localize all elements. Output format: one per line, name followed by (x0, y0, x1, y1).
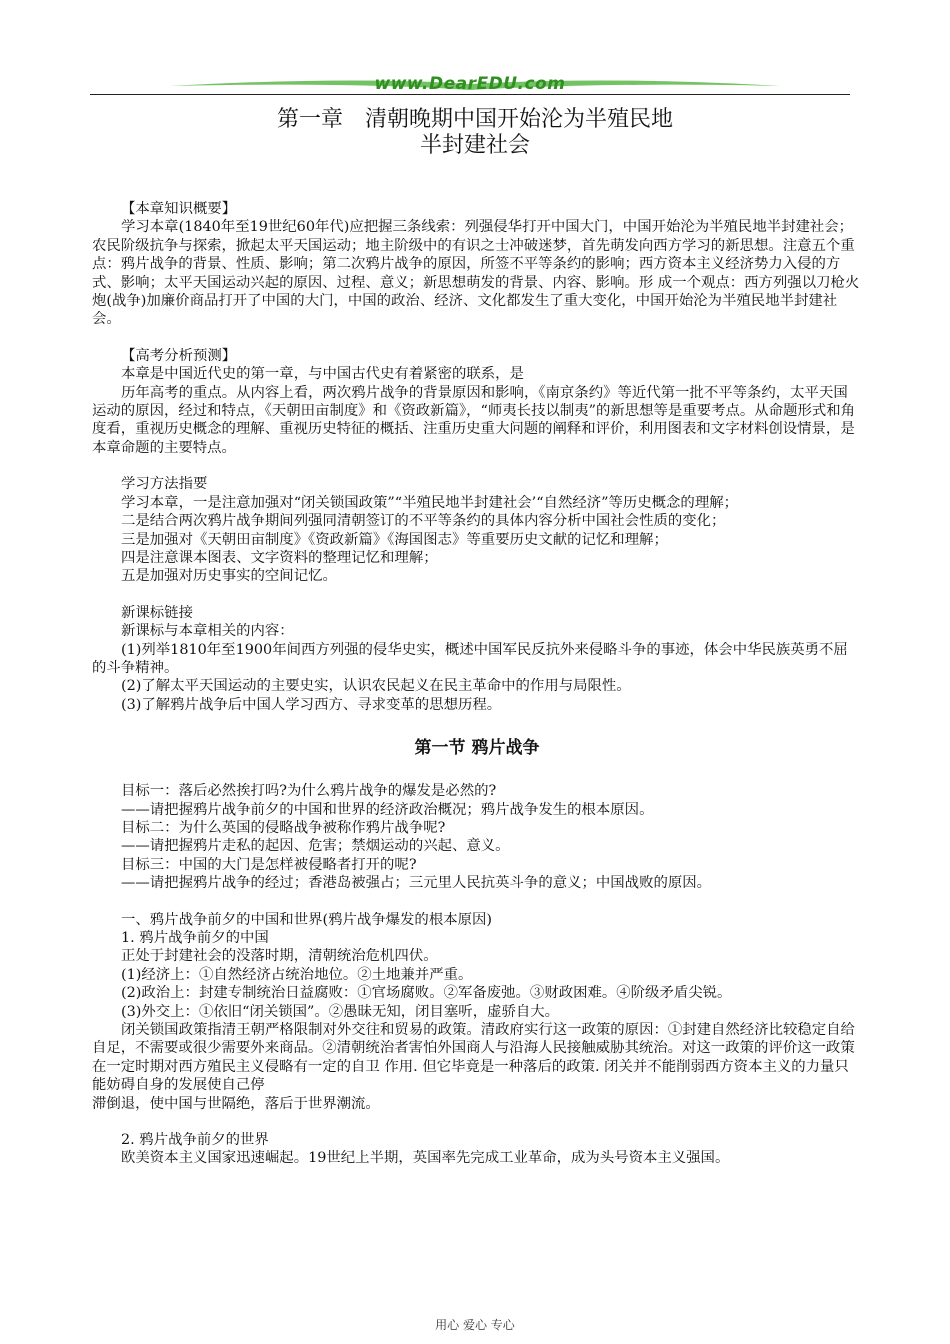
standard-item: (2)了解太平天国运动的主要史实，认识农民起义在民主革命中的作用与局限性。 (121, 678, 631, 695)
method-heading: 学习方法指要 (121, 476, 208, 493)
site-url: www.DearEDU.com (374, 74, 566, 94)
method-item: 五是加强对历史事实的空间记忆。 (121, 568, 337, 585)
subsection-heading: 2. 鸦片战争前夕的世界 (121, 1132, 269, 1149)
goal-line: 目标二：为什么英国的侵略战争被称作鸦片战争呢? (121, 819, 446, 836)
sub1-line: (2)政治上：封建专制统治日益腐败：①官场腐败。②军备废弛。③财政困难。④阶级矛盾尖锐。 (121, 985, 732, 1002)
policy-tail: 滞倒退，使中国与世隔绝，落后于世界潮流。 (92, 1095, 380, 1112)
forecast-line1: 本章是中国近代史的第一章，与中国古代史有着紧密的联系，是 (121, 366, 524, 383)
method-item: 四是注意课本图表、文字资料的整理记忆和理解； (121, 549, 438, 566)
part1-heading: 一、鸦片战争前夕的中国和世界(鸦片战争爆发的根本原因) (121, 911, 492, 928)
chapter-title: 第一章 清朝晚期中国开始沦为半殖民地 (276, 107, 673, 132)
goal-line: ——请把握鸦片战争的经过；香港岛被强占；三元里人民抗英斗争的意义；中国战败的原因。 (121, 875, 712, 892)
chapter-title-line2: 半封建社会 (419, 133, 530, 158)
document-body (92, 200, 862, 1168)
method-item: 学习本章，一是注意加强对“闭关锁国政策”“半殖民地半封建社会’“自然经济”等历史概念的理解； (121, 494, 738, 511)
subsection-heading: 1. 鸦片战争前夕的中国 (121, 930, 269, 946)
standard-item: (1)列举1810年至1900年间西方列强的侵华史实，概述中国军民反抗外来侵略斗争的事迹，体会中华民族英勇不屈的斗争精神。 (92, 641, 848, 676)
overview-heading: 【本章知识概要】 (121, 201, 237, 217)
header-rule (90, 94, 850, 95)
standard-item: (3)了解鸦片战争后中国人学习西方、寻求变革的思想历程。 (121, 696, 502, 713)
page-footer: 用心 爱心 专心 (435, 1318, 515, 1332)
policy-text: 闭关锁国政策指清王朝严格限制对外交往和贸易的政策。清政府实行这一政策的原因：①封建自然经济比较稳定自给自足，不需要或很少需要外来商品。②清朝统治者害怕外国商人与沿海人民接触威胁其统治。对这一政策的评价这一政策在一定时期对西方殖民主义侵略有一定的自卫 作用. 但它毕竟是一种落后的政策. 闭关并不能削弱西方资本主义的力量只能妨碍自身的发展使自己停 (92, 1022, 855, 1094)
sub1-line: 正处于封建社会的没落时期，清朝统治危机四伏。 (121, 948, 438, 965)
sub1-line: (3)外交上：①依旧“闭关锁国”。②愚昧无知，闭目塞听，虚骄自大。 (121, 1003, 560, 1020)
goal-line: ——请把握鸦片走私的起因、危害；禁烟运动的兴起、意义。 (121, 838, 510, 855)
method-item: 二是结合两次鸦片战争期间列强同清朝签订的不平等条约的具体内容分析中国社会性质的变化； (121, 513, 726, 530)
section-title: 第一节 鸦片战争 (414, 738, 540, 759)
forecast-heading: 【高考分析预测】 (121, 347, 237, 364)
method-item: 三是加强对《天朝田亩制度》《资政新篇》《海国图志》等重要历史文献的记忆和理解； (121, 531, 668, 548)
sub1-line: (1)经济上：①自然经济占统治地位。②土地兼并严重。 (121, 966, 473, 983)
goal-line: 目标一：落后必然挨打吗?为什么鸦片战争的爆发是必然的? (121, 783, 497, 800)
standard-heading: 新课标链接 (121, 604, 193, 621)
forecast-text: 历年高考的重点。从内容上看，两次鸦片战争的背景原因和影响，《南京条约》等近代第一批不平等条约，太平天国运动的原因，经过和特点，《天朝田亩制度》和《资政新篇》，“师夷长技以制夷”的新思想等是重要考点。从命题形式和角度看，重视历史概念的理解、重视历史特征的概括、注重历史重大问题的阐释和评价，利用图表和文字材料创设情景，是本章命题的主要特点。 (92, 384, 856, 456)
standard-intro: 新课标与本章相关的内容： (121, 623, 294, 640)
overview-text: 学习本章(1840年至19世纪60年代)应把握三条线索：列强侵华打开中国大门，中国开始沦为半殖民地半封建社会；农民阶级抗争与探索，掀起太平天国运动；地主阶级中的有识之士冲破迷梦，首先萌发向西方学习的新思想。注意五个重点：鸦片战争的背景、性质、影响；第二次鸦片战争的原因，所签不平等条约的影响；西方资本主义经济势力入侵的方式、影响；太平天国运动兴起的原因、过程、意义；新思想萌发的背景、内容、影响。形 成一个观点：西方列强以刀枪火炮(战争)加廉价商品打开了中国的大门，中国的政治、经济、文化都发生了重大变化，中国开始沦为半殖民地半封建社会。 (92, 219, 860, 328)
sub2-text: 欧美资本主义国家迅速崛起。19世纪上半期，英国率先完成工业革命，成为头号资本主义强国。 (121, 1150, 730, 1167)
goal-line: ——请把握鸦片战争前夕的中国和世界的经济政治概况；鸦片战争发生的根本原因。 (121, 801, 654, 818)
goal-line: 目标三：中国的大门是怎样被侵略者打开的呢? (121, 856, 417, 873)
